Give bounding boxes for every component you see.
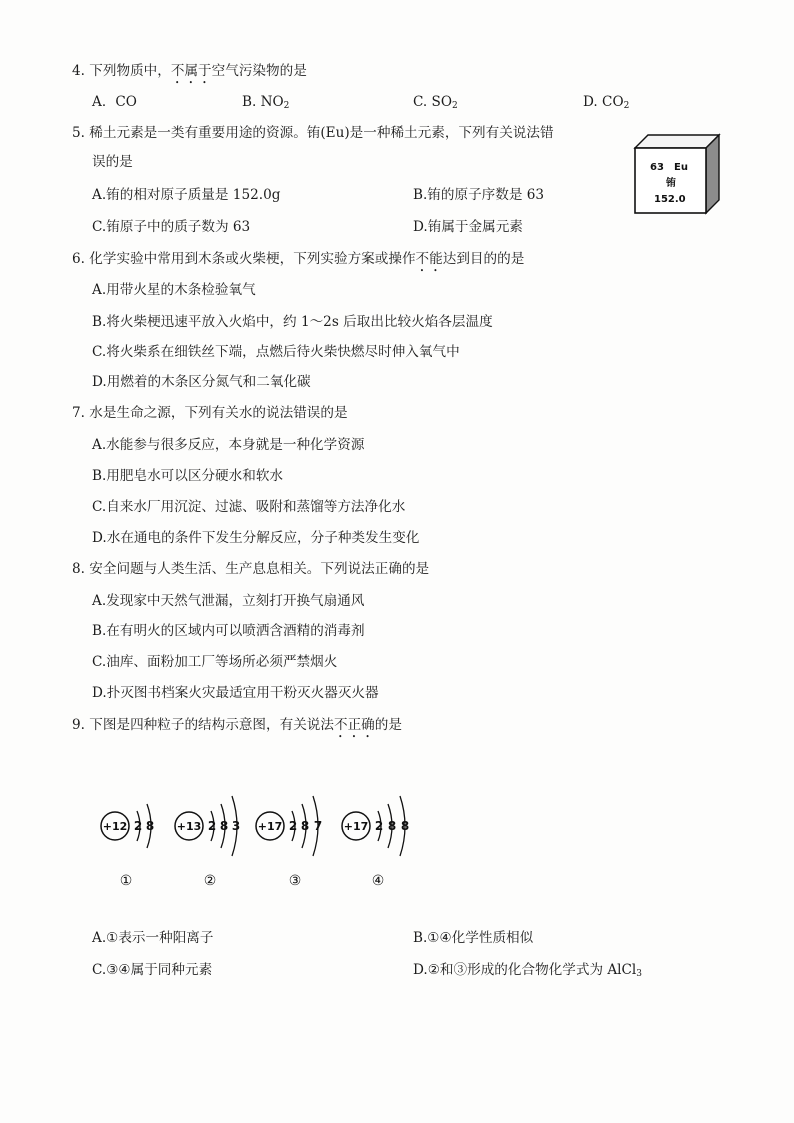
- particle-2-label: ②: [203, 873, 217, 889]
- q6-stem-emphasis: 不能: [415, 251, 443, 267]
- q6-stem: 6. 化学实验中常用到木条或火柴梗，下列实验方案或操作不能达到目的的是: [72, 251, 525, 267]
- particle-3-label: ③: [288, 873, 302, 889]
- element-card-mass: 152.0: [654, 194, 686, 205]
- q8-option-c: C.油库、面粉加工厂等场所必须严禁烟火: [92, 654, 338, 670]
- q4-option-c: C. $SO_2$: [413, 94, 458, 111]
- q6-option-b: B.将火柴梗迅速平放入火焰中，约 1～2s 后取出比较火焰各层温度: [92, 314, 493, 330]
- q4-option-a: A．CO: [92, 94, 137, 110]
- q6-option-a: A.用带火星的木条检验氧气: [92, 282, 256, 298]
- particle-1-shell-1: 2: [133, 819, 143, 833]
- q9-stem: 9. 下图是四种粒子的结构示意图，有关说法不正确的是: [72, 717, 402, 733]
- q5-stem-line2: 误的是: [92, 154, 133, 170]
- particle-4-label: ④: [371, 873, 385, 889]
- particle-2-nucleus: +13: [176, 820, 202, 833]
- element-card-cube: [630, 130, 724, 218]
- q4-option-d: D. $CO_2$: [583, 94, 630, 111]
- q5-option-c: C.铕原子中的质子数为 63: [92, 219, 251, 235]
- particle-1-nucleus: +12: [102, 820, 128, 833]
- q8-option-a: A.发现家中天然气泄漏，立刻打开换气扇通风: [92, 593, 365, 609]
- particle-1-shell-2: 8: [145, 819, 155, 833]
- particle-2-shell-1: 2: [207, 819, 217, 833]
- particle-3-shell-2: 8: [300, 819, 310, 833]
- q7-option-c: C.自来水厂用沉淀、过滤、吸附和蒸馏等方法净化水: [92, 499, 406, 515]
- q7-stem: 7. 水是生命之源，下列有关水的说法错误的是: [72, 405, 348, 421]
- q5-option-b: B.铕的原子序数是 63: [413, 187, 545, 203]
- q9-option-b: B.①④化学性质相似: [413, 930, 534, 946]
- particle-4-shell-2: 8: [387, 819, 397, 833]
- q8-stem: 8. 安全问题与人类生活、生产息息相关。下列说法正确的是: [72, 561, 430, 577]
- particle-3-nucleus: +17: [257, 820, 283, 833]
- particle-2-shell-2: 8: [219, 819, 229, 833]
- element-card-name: 铕: [666, 178, 676, 189]
- q5-option-d: D.铕属于金属元素: [413, 219, 523, 235]
- particle-1: [101, 804, 154, 889]
- particle-2: [175, 796, 240, 889]
- q7-option-d: D.水在通电的条件下发生分解反应，分子种类发生变化: [92, 530, 420, 546]
- particle-4-shell-3: 8: [400, 819, 410, 833]
- element-card-number: 63: [650, 162, 664, 173]
- q9-stem-emphasis: 不正确: [333, 717, 375, 733]
- q4-stem: 4. 下列物质中，不属于空气污染物的是: [72, 63, 307, 79]
- q5-stem-line1: 5. 稀土元素是一类有重要用途的资源。铕(Eu)是一种稀土元素，下列有关说法错: [72, 125, 554, 141]
- q9-option-d: D.②和③形成的化合物化学式为 AlCl$_3$: [413, 962, 643, 979]
- particle-3: [256, 796, 322, 889]
- q8-option-d: D.扑灭图书档案火灾最适宜用干粉灭火器灭火器: [92, 685, 379, 701]
- q5-option-a: A.铕的相对原子质量是 152.0g: [92, 187, 281, 203]
- q7-option-b: B.用肥皂水可以区分硬水和软水: [92, 468, 284, 484]
- atomic-structure-diagrams: [94, 778, 434, 894]
- particle-3-shell-1: 2: [288, 819, 298, 833]
- q9-option-c: C.③④属于同种元素: [92, 962, 213, 978]
- q6-option-d: D.用燃着的木条区分氮气和二氧化碳: [92, 374, 311, 390]
- q6-option-c: C.将火柴系在细铁丝下端，点燃后待火柴快燃尽时伸入氧气中: [92, 344, 460, 360]
- particle-4-shell-1: 2: [374, 819, 384, 833]
- particle-3-shell-3: 7: [313, 819, 323, 833]
- particle-1-label: ①: [119, 873, 133, 889]
- element-card-symbol: Eu: [674, 162, 688, 173]
- particle-2-shell-3: 3: [231, 819, 241, 833]
- q8-option-b: B.在有明火的区域内可以喷洒含酒精的消毒剂: [92, 623, 365, 639]
- particle-4-nucleus: +17: [343, 820, 369, 833]
- particle-4: [342, 796, 409, 889]
- q4-option-b: B. $NO_2$: [242, 94, 290, 111]
- q7-option-a: A.水能参与很多反应，本身就是一种化学资源: [92, 437, 365, 453]
- q4-stem-emphasis: 不属于: [170, 63, 212, 79]
- q9-option-a: A.①表示一种阳离子: [92, 930, 214, 946]
